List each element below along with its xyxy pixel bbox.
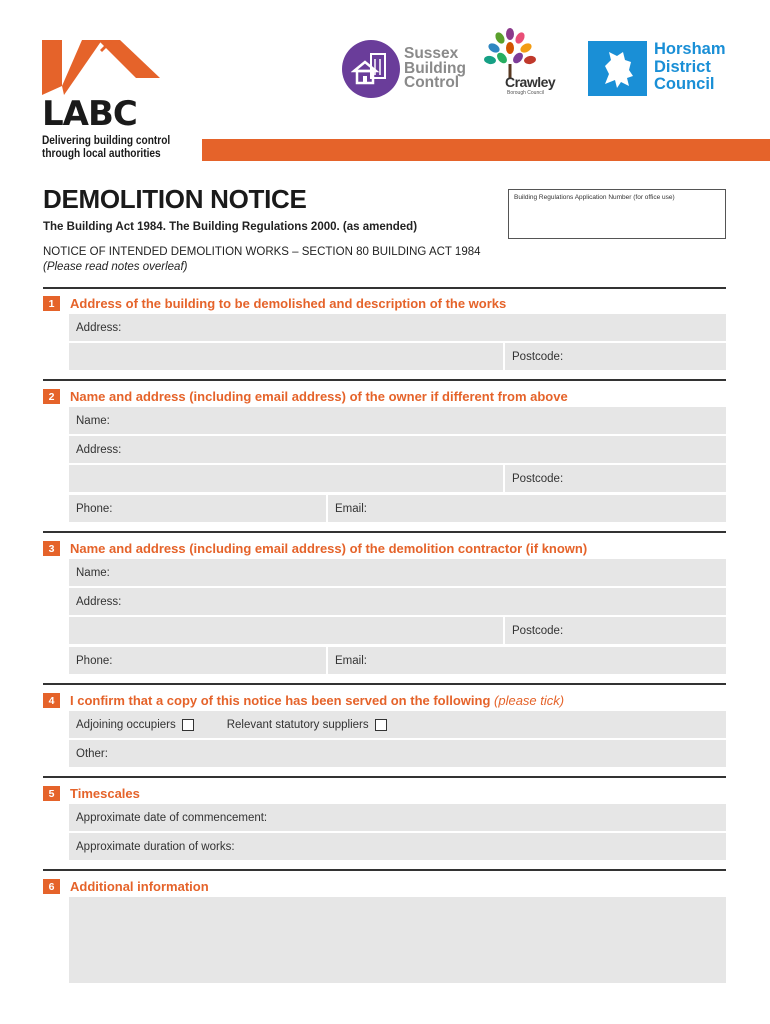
s3-name-field[interactable] [69,559,726,586]
s1-address-line2-field[interactable] [69,343,503,370]
s3-phone-field[interactable] [69,647,326,674]
s5-duration-field[interactable] [69,833,726,860]
header-orange-bar [202,139,770,161]
crawley-borough-council-logo [480,28,575,98]
sussex-house-icon [342,40,400,98]
s5-duration-label: Approximate duration of works: [76,840,235,853]
labc-tagline-line1: Delivering building control [42,135,171,147]
section-1-rule [43,287,726,289]
section-1-number: 1 [43,296,60,311]
s3-postcode-field[interactable] [505,617,726,644]
horsham-district-council-logo [588,41,726,96]
section-4-title-note: (please tick) [494,693,565,708]
sussex-building-control-logo [342,40,466,98]
section-6-number: 6 [43,879,60,894]
s4-other-label: Other: [76,747,108,760]
section-6-heading [43,879,209,894]
section-6-title: Additional information [70,879,209,894]
s2-email-field[interactable] [328,495,726,522]
section-1-heading [43,296,506,311]
s4-other-field[interactable] [69,740,726,767]
s1-postcode-label: Postcode: [512,350,564,363]
s3-email-field[interactable] [328,647,726,674]
sussex-line2: Building [404,59,466,77]
s2-postcode-label: Postcode: [512,472,564,485]
s5-commencement-field[interactable] [69,804,726,831]
section-5-heading [43,786,140,801]
s3-address-label: Address: [76,595,122,608]
page-subtitle: The Building Act 1984. The Building Regulations 2000. (as amended) [43,221,418,233]
s1-address-field[interactable] [69,314,726,341]
statutory-suppliers-checkbox[interactable] [375,719,387,731]
sussex-line1: Sussex [404,45,459,63]
section-2-heading [43,389,568,404]
s2-email-label: Email: [335,502,367,515]
s3-phone-label: Phone: [76,654,113,667]
s3-name-label: Name: [76,566,110,579]
section-3-number: 3 [43,541,60,556]
sussex-text [404,47,466,91]
section-2-title: Name and address (including email address) of the owner if different from above [70,389,568,404]
statutory-suppliers-label: Relevant statutory suppliers [226,718,369,731]
section-6-rule [43,869,726,871]
section-4-title-text: I confirm that a copy of this notice has been served on the following [70,693,491,708]
section-3-heading [43,541,587,556]
labc-wordmark: LABC [42,94,137,134]
s3-postcode-label: Postcode: [512,624,564,637]
s3-email-label: Email: [335,654,367,667]
crawley-sub: Borough Council [507,90,544,96]
s2-address-label: Address: [76,443,122,456]
horsham-text [654,41,726,94]
horsham-line1: Horsham [654,40,726,58]
horsham-lion-icon [588,41,647,96]
section-5-rule [43,776,726,778]
s2-name-field[interactable] [69,407,726,434]
section-2-number: 2 [43,389,60,404]
section-3-title: Name and address (including email address) of the demolition contractor (if known) [70,541,588,556]
application-number-box[interactable] [508,189,726,239]
notice-heading: NOTICE OF INTENDED DEMOLITION WORKS – SECTION 80 BUILDING ACT 1984 [43,246,481,258]
labc-roof-icon [42,40,160,95]
section-4-number: 4 [43,693,60,708]
s2-phone-label: Phone: [76,502,113,515]
notice-note: (Please read notes overleaf) [43,261,188,273]
crawley-tree-icon [480,28,550,78]
s2-address-field[interactable] [69,436,726,463]
section-4-title [70,693,564,708]
statutory-suppliers-group [227,719,387,731]
s1-address-label: Address: [76,321,122,334]
s4-served-row [69,711,726,738]
s5-commencement-label: Approximate date of commencement: [76,811,268,824]
section-3-rule [43,531,726,533]
application-number-label: Building Regulations Application Number (for office use) [514,194,675,201]
sussex-line3: Control [404,74,460,92]
adjoining-occupiers-group [76,719,194,731]
section-4-heading [43,693,564,708]
section-2-rule [43,379,726,381]
horsham-line3: Council [654,75,715,93]
s2-name-label: Name: [76,414,110,427]
adjoining-occupiers-checkbox[interactable] [182,719,194,731]
section-4-rule [43,683,726,685]
s6-additional-info-field[interactable] [69,897,726,983]
labc-logo [42,40,177,161]
section-5-number: 5 [43,786,60,801]
s2-phone-field[interactable] [69,495,326,522]
horsham-line2: District [654,57,711,76]
section-1-title: Address of the building to be demolished and description of the works [70,296,507,311]
s3-address-line2-field[interactable] [69,617,503,644]
page-title: DEMOLITION NOTICE [43,184,307,214]
s2-address-line2-field[interactable] [69,465,503,492]
s1-postcode-field[interactable] [505,343,726,370]
section-5-title: Timescales [70,786,140,801]
s2-postcode-field[interactable] [505,465,726,492]
s3-address-field[interactable] [69,588,726,615]
crawley-name: Crawley [505,74,556,90]
adjoining-occupiers-label: Adjoining occupiers [76,718,176,731]
labc-tagline-line2: through local authorities [42,148,161,160]
